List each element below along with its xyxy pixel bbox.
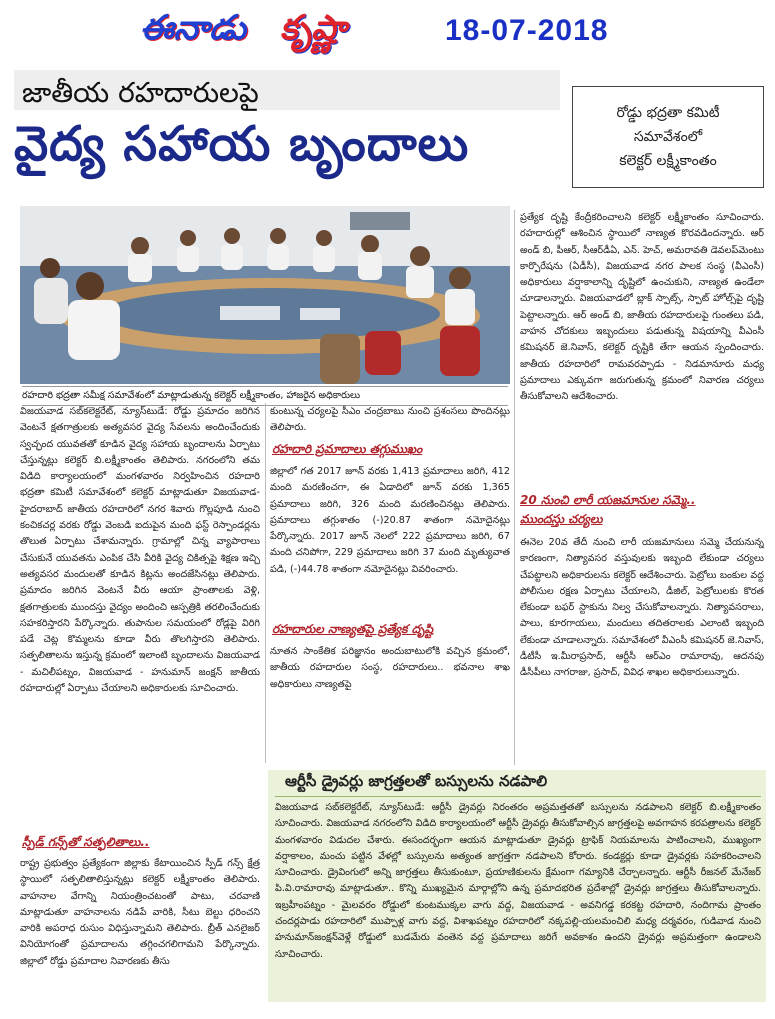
newspaper-logo xyxy=(140,6,384,60)
article-col1-text: విజయవాడ సబ్‌కలెక్టరేట్, న్యూస్‌టుడే: రోడ్డు ప్రమాదం జరిగిన వెంటనే క్షతగాత్రులకు అత్యవసర వైద్య సేవలను అందించేందుకు స్వచ్ఛంద యువతతో కూడిన వైద్య సహాయ బృందాలను ఏర్పాటు చేస్తున్నట్లు కలెక్టర్ బి.లక్ష్మీకాంతం తెలిపారు. నగరంలోని తమ విడిది కార్యాలయంలో మంగళవారం నిర్వహించిన రహదారి భద్రతా కమిటీ సమావేశంలో కలెక్టర్ మాట్లాడుతూ విజయవాడ-హైదరాబాద్ జాతీయ రహదారిలో నగర శివారు గొల్లపూడి నుంచి కంచికచర్ల వరకు రోడ్డు వెంబడి ఐదుపైన మంది ఫస్ట్ రెస్పాండర్లను తొలుత ఏర్పాటు చేశామన్నారు. గ్రామాల్లో చిన్న వ్యాపారాలు చేసుకునే యువతను ఎంపిక చేసి వీరికి వైద్య చికిత్సపై శిక్షణ ఇచ్చి అత్యవసర మందులతో కూడిన కిట్లను అందజేసినట్లు తెలిపారు. ప్రమాదం జరిగిన వెంటనే వీరు ఆయా ప్రాంతాలకు వెళ్లి, క్షతగాత్రులకు ముందస్తు వైద్యం అందించి ఆస్పత్రికి తరలించేందుకు సహకరిస్తారని పేర్కొన్నారు. తుపానుల సమయంలో రోడ్లపై విరిగి పడే చెట్ల కొమ్మలను కూడా వీరు తొలగిస్తారని తెలిపారు. సత్ఫలితాలను ఇస్తున్న క్రమంలో ఇలాంటి బృందాలను విజయవాడ - మచిలీపట్నం, విజయవాడ - హనుమాన్ జంక్షన్ జాతీయ రహదారుల్లో ఏర్పాటు చేయాలని అధికారులకు సూచించారు. xyxy=(20,406,260,695)
logo-krishna: కృష్ణా xyxy=(280,8,347,48)
road-quality-text: నూతన సాంకేతిక పరిజ్ఞానం అందుబాటులోకి వచ్చిన క్రమంలో, జాతీయ రహదారుల సంస్థ, రహదారులు.. భవనాల శాఖ అధికారులు నాణ్యతపై xyxy=(270,646,510,690)
lorry-strike-subheading-1: 20 నుంచి లారీ యజమానుల సమ్మె.. xyxy=(520,493,696,507)
meeting-photo xyxy=(20,206,510,384)
article-col2-top-text: కుంటున్న చర్యలపై సీఎం చంద్రబాబు నుంచి ప్రశంసలు పొందినట్లు తెలిపారు. xyxy=(270,406,510,434)
headline-sidebox xyxy=(572,86,764,188)
rtc-article-headline: ఆర్టీసీ డ్రైవర్లు జాగ్రత్తలతో బస్సులను నడపాలి xyxy=(285,772,548,790)
lorry-strike-text: ఈనెల 20వ తేదీ నుంచి లారీ యజమానులు సమ్మె చేయనున్న కారణంగా, నిత్యావసర వస్తువులకు ఇబ్బంది లేకుండా చర్యలు చేపట్టాలని అధికారులను కలెక్టర్ ఆదేశించారు. పెట్రోలు బంకుల వద్ద పోలీసుల రక్షణ ఏర్పాటు చేయాలని, డీజిల్, పెట్రోలులకు కొరత లేకుండా బఫర్ స్టాకును నిల్వ చేసుకోవాలన్నారు. నిత్యావసరాలు, పాలు, కూరగాయలు, మందులు తదితరాలకు ఎలాంటి ఇబ్బంది లేకుండా చూడాలన్నారు. సమావేశంలో వీఎంసీ కమిషనర్ జె.నివాస్, డీటీసీ ఇ.మీరాప్రసాద్, ఆర్టీసీ ఆర్‌ఎం రామారావు, ఆదనపు డీసీపీలు నాగరాజు, ప్రసాద్, వివిధ శాఖల అధికారులున్నారు. xyxy=(520,537,764,679)
accidents-text: జిల్లాలో గత 2017 జూన్ వరకు 1,413 ప్రమాదాలు జరిగి, 412 మంది మరణించగా, ఈ ఏడాదిలో జూన్ వరకు 1,365 ప్రమాదాలు జరిగి, 326 మంది మరణించినట్లు తెలిపారు. ప్రమాదాలు తగ్గుశాతం (-)20.87 శాతంగా నమోదైనట్లు పేర్కొన్నారు. 2017 జూన్ నెలలో 222 ప్రమాదాలు జరిగి, 67 మంది చనిపోగా, 229 ప్రమాదాలు జరిగి 37 మంది మృత్యువాత పడి, (-)44.78 శాతంగా నమోదైనట్లు వివరించారు. xyxy=(270,466,510,575)
rtc-article-text: విజయవాడ సబ్‌కలెక్టరేట్, న్యూస్‌టుడే: ఆర్టీసీ డ్రైవర్లు నిరంతరం అప్రమత్తతతో బస్సులను నడపాలని కలెక్టర్ బి.లక్ష్మీకాంతం సూచించారు. విజయవాడ నగరంలోని విడిది కార్యాలయంలో ఆర్టీసీ డ్రైవర్లు తీసుకోవాల్సిన జాగ్రత్తలపై అవగాహన కరపత్రాలను కలెక్టర్ మంగళవారం విడుదల చేశారు. ఈసందర్భంగా ఆయన మాట్లాడుతూ డ్రైవర్లు ట్రాఫిక్ నియమాలను పాటించాలని, ముఖ్యంగా వర్షాకాలం, మంచు పట్టిన వేళల్లో బస్సులను అత్యంత జాగ్రత్తగా నడపాలని కోరారు. కండక్టర్లు కూడా డ్రైవర్లకు సహకరించాలని సూచించారు. డ్రైవింగులో అన్ని జాగ్రత్తలు తీసుకుంటూ, ప్రయాణికులను క్షేమంగా గమ్యానికి చేర్చాలన్నారు. ఆర్టీసీ రీజనల్ మేనేజర్ పి.వి.రామారావు మాట్లాడుతూ.. కొన్ని ముఖ్యమైన మార్గాల్లోని ఉన్న ప్రమాదభరిత ప్రదేశాల్లో డ్రైవర్లు జాగ్రత్తలు తీసుకోవాలన్నారు. ఇబ్రహీంపట్నం - మైలవరం రోడ్డులో కుంటముక్కల వాగు వద్ద, విజయవాడ - అవనిగడ్డ కరకట్ట రహదారి, నందిగామ ప్రాంతం చందర్లపాడు రహదారిలో ముప్పాళ్ల వాగు వద్ద, విశాఖపట్నం రహదారిలో నక్కపల్లి-యలమంచిలి మధ్య దర్మవరం, గుడివాడ నుంచి హనుమాన్‌జంక్షన్‌వెళ్లే రోడ్డులో బుడమేరు వంతెన వద్ద ప్రమాదాలు జరిగే అవకాశం ఉందని డ్రైవర్లు అప్రమత్తంగా ఉండాలని సూచించారు. xyxy=(275,802,761,960)
edition-date: 18-07-2018 xyxy=(445,14,609,47)
article-col3-text: ప్రత్యేక దృష్టి కేంద్రీకరించాలని కలెక్టర్ లక్ష్మీకాంతం సూచించారు. రహదారుల్లో ఆశించిన స్థాయిలో నాణ్యత కొరవడిందన్నారు. ఆర్ అండ్ బి, పీఆర్, సీఆర్‌డీఏ, ఎన్. హెచ్, అమరావతి డెవలప్‌మెంటు కార్పొరేషను (ఏడీసీ), విజయవాడ నగర పాలక సంస్థ (వీఎంసీ) అధికారులు వర్షాకాలాన్ని దృష్టిలో ఉంచుకుని, నాణ్యత ఉండేలా చూడాలన్నారు. విజయవాడలో బ్లాక్ స్పాట్స్, స్పాట్ హోల్స్‌పై దృష్టి పెట్టాలన్నారు. ఆర్ అండ్ బి, జాతీయ రహదారులపై గుంతలు పడి, వాహన చోదకులు ఇబ్బందులు పడుతున్న విషయాన్ని వీఎంసీ కమిషనర్ జె.నివాస్, కలెక్టర్ దృష్టికి తేగా ఆయన స్పందించారు. జాతీయ రహదారిలో రామవరప్పాడు - నిడమానూరు మధ్య ప్రమాదాలు ఎక్కువగా జరుగుతున్న క్రమంలో నివారణ చర్యలు తీసుకోవాలని ఆదేశించారు. xyxy=(520,212,764,403)
article-kicker: జాతీయ రహదారులపై xyxy=(22,76,259,109)
speed-guns-text: రాష్ట్ర ప్రభుత్వం ప్రత్యేకంగా జిల్లాకు కేటాయించిన స్పీడ్ గన్స్ క్షేత్ర స్థాయిలో సత్ఫలితాలిస్తున్నట్లు కలెక్టర్ లక్ష్మీకాంతం తెలిపారు. వాహనాల వేగాన్ని నియంత్రించటంతో పాటు, చరవాణి మాట్లాడుతూ వాహనాలను నడిపే వారికి, సీటు బెల్టు ధరించని వారికి అపరాధ రుసుం విధిస్తున్నామని తెలిపారు. బ్రీత్ ఎనలైజర్ వినియోగంతో ప్రమాదాలను తగ్గించగలిగామని పేర్కొన్నారు. జిల్లాలో రోడ్డు ప్రమాదాల నివారణకు తీసు xyxy=(20,858,260,967)
column-rule-2 xyxy=(514,210,515,765)
road-quality-subheading: రహదారుల నాణ్యతపై ప్రత్యేక దృష్టి xyxy=(272,622,434,636)
accidents-subheading: రహదారి ప్రమాదాలు తగ్గుముఖం xyxy=(272,442,423,456)
lorry-strike-subheading-2: ముందస్తు చర్యలు xyxy=(520,512,603,526)
sidebox-line-2: సమావేశంలో xyxy=(633,129,703,145)
logo-eenadu: ఈనాడు xyxy=(140,8,247,48)
column-rule-1 xyxy=(265,403,266,763)
speed-guns-subheading: స్పీడ్ గన్స్‌తో సత్ఫలితాలు.. xyxy=(22,835,150,849)
rtc-headline-rule xyxy=(275,796,761,797)
meeting-photo-illustration xyxy=(20,206,510,384)
photo-caption: రహదారి భద్రతా సమీక్ష సమావేశంలో మాట్లాడుతున్న కలెక్టర్ లక్ష్మీకాంతం, హాజరైన అధికారులు xyxy=(22,386,508,406)
article-headline: వైద్య సహాయ బృందాలు xyxy=(14,116,470,172)
sidebox-line-1: రోడ్డు భద్రతా కమిటీ xyxy=(616,105,720,121)
sidebox-line-3: కలెక్టర్ లక్ష్మీకాంతం xyxy=(619,153,717,169)
